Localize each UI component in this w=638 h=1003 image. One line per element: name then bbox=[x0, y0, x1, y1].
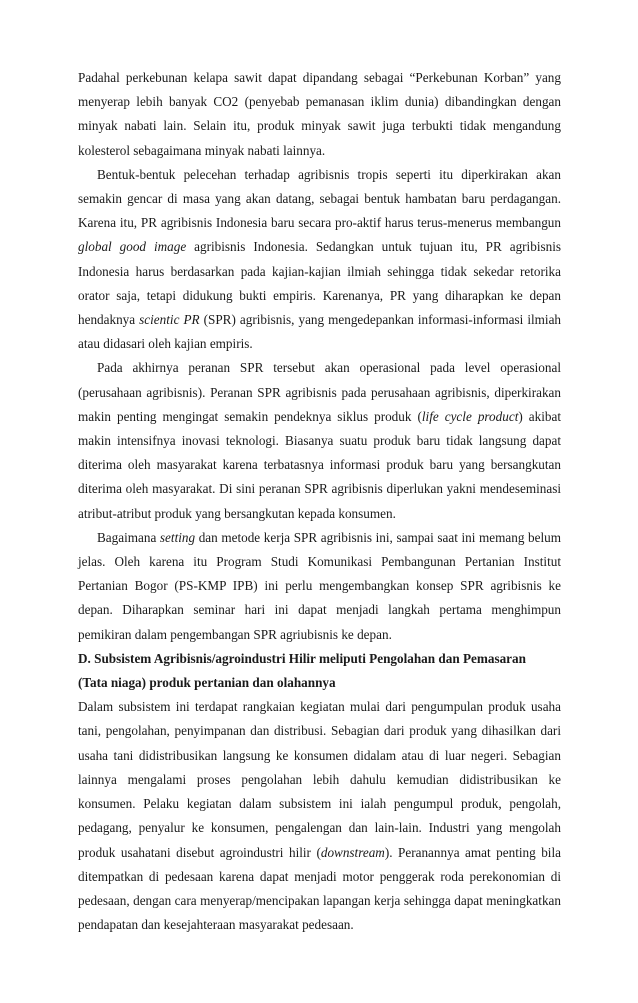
text-run: ) akibat makin intensifnya inovasi teknologi. Biasanya suatu produk baru tidak langsung dapat diterima oleh masyarakat karena terbatasnya informasi produk baru yang bersangkutan diterima oleh masyarakat. Di sini peranan SPR agribisnis diperlukan yakni mendeseminasi atribut-atribut produk yang bersangkutan kepada konsumen. bbox=[78, 408, 561, 521]
italic-term: downstream bbox=[320, 844, 385, 860]
text-run: dan metode kerja SPR agribisnis ini, sampai saat ini memang belum jelas. Oleh karena itu Program Studi Komunikasi Pembangunan Pertanian Institut Pertanian Bogor (PS-KMP IPB) ini perlu mengembangkan konsep SPR agribisnis ke depan. Diharapkan seminar hari ini dapat menjadi langkah pertama menghimpun pemikiran dalam pengembangan SPR agriubisnis ke depan. bbox=[78, 529, 561, 642]
paragraph-p3 bbox=[78, 356, 561, 525]
text-run: Padahal perkebunan kelapa sawit dapat dipandang sebagai “Perkebunan Korban” yang menyerap lebih banyak CO2 (penyebab pemanasan iklim dunia) dibandingkan dengan minyak nabati lain. Selain itu, produk minyak sawit juga terbukti tidak mengandung kolesterol sebagaimana minyak nabati lainnya. bbox=[78, 70, 561, 158]
text-run: Bagaimana bbox=[97, 529, 160, 545]
text-run: agribisnis Indonesia. Sedangkan untuk tujuan itu, PR agribisnis Indonesia harus berdasarkan pada kajian-kajian ilmiah sehingga tidak sekedar retorika orator saja, tetapi didukung bukti empiris. Karenanya, PR yang diharapkan ke depan hendaknya bbox=[78, 239, 562, 328]
document-page bbox=[78, 66, 561, 937]
italic-term: life cycle product bbox=[421, 408, 519, 424]
text-run: Dalam subsistem ini terdapat rangkaian kegiatan mulai dari pengumpulan produk usaha tani, pengolahan, penyimpanan dan distribusi. Sebagian dari produk yang dihasilkan dari usaha tani didistribusikan langsung ke konsumen didalam atau di luar negeri. Sebagian lainnya mengalami proses pengolahan lebih dahulu kemudian didistribusikan ke konsumen. Pelaku kegiatan dalam subsistem ini ialah pengumpul produk, pengolah, pedagang, penyalur ke konsumen, pengalengan dan lain-lain. Industri yang mengolah produk usahatani disebut agroindustri hilir ( bbox=[78, 699, 561, 860]
text-run: Bentuk-bentuk pelecehan terhadap agribisnis tropis seperti itu diperkirakan akan semakin gencar di masa yang akan datang, sebagai bentuk hambatan baru perdagangan. Karena itu, PR agribisnis Indonesia baru secara pro-aktif harus terus-menerus membangun bbox=[78, 166, 561, 231]
paragraph-p1 bbox=[78, 66, 561, 163]
paragraph-p4 bbox=[78, 526, 561, 647]
section-heading-line-1: D. Subsistem Agribisnis/agroindustri Hilir meliputi Pengolahan dan Pemasaran bbox=[78, 650, 526, 666]
paragraph-p2 bbox=[78, 163, 561, 357]
section-heading-line-2: (Tata niaga) produk pertanian dan olahannya bbox=[78, 675, 336, 691]
italic-term: scientic PR bbox=[139, 312, 200, 328]
italic-term: global good image bbox=[78, 239, 187, 255]
paragraph-p5 bbox=[78, 695, 561, 937]
text-run: Pada akhirnya peranan SPR tersebut akan operasional pada level operasional (perusahaan agribisnis). Peranan SPR agribisnis pada perusahaan agribisnis, diperkirakan makin penting mengingat semakin pendeknya siklus produk ( bbox=[78, 360, 561, 424]
italic-term: setting bbox=[159, 529, 196, 545]
text-run: (SPR) agribisnis, yang mengedepankan informasi-informasi ilmiah atau didasari oleh kajian empiris. bbox=[78, 312, 562, 352]
section-heading bbox=[78, 647, 561, 695]
text-run: ). Peranannya amat penting bila ditempatkan di pedesaan karena dapat menjadi motor penggerak roda perekonomian di pedesaan, dengan cara menyerap/mencipakan lapangan kerja sehingga dapat meningkatkan pendapatan dan kesejahteraan masyarakat pedesaan. bbox=[78, 844, 561, 933]
